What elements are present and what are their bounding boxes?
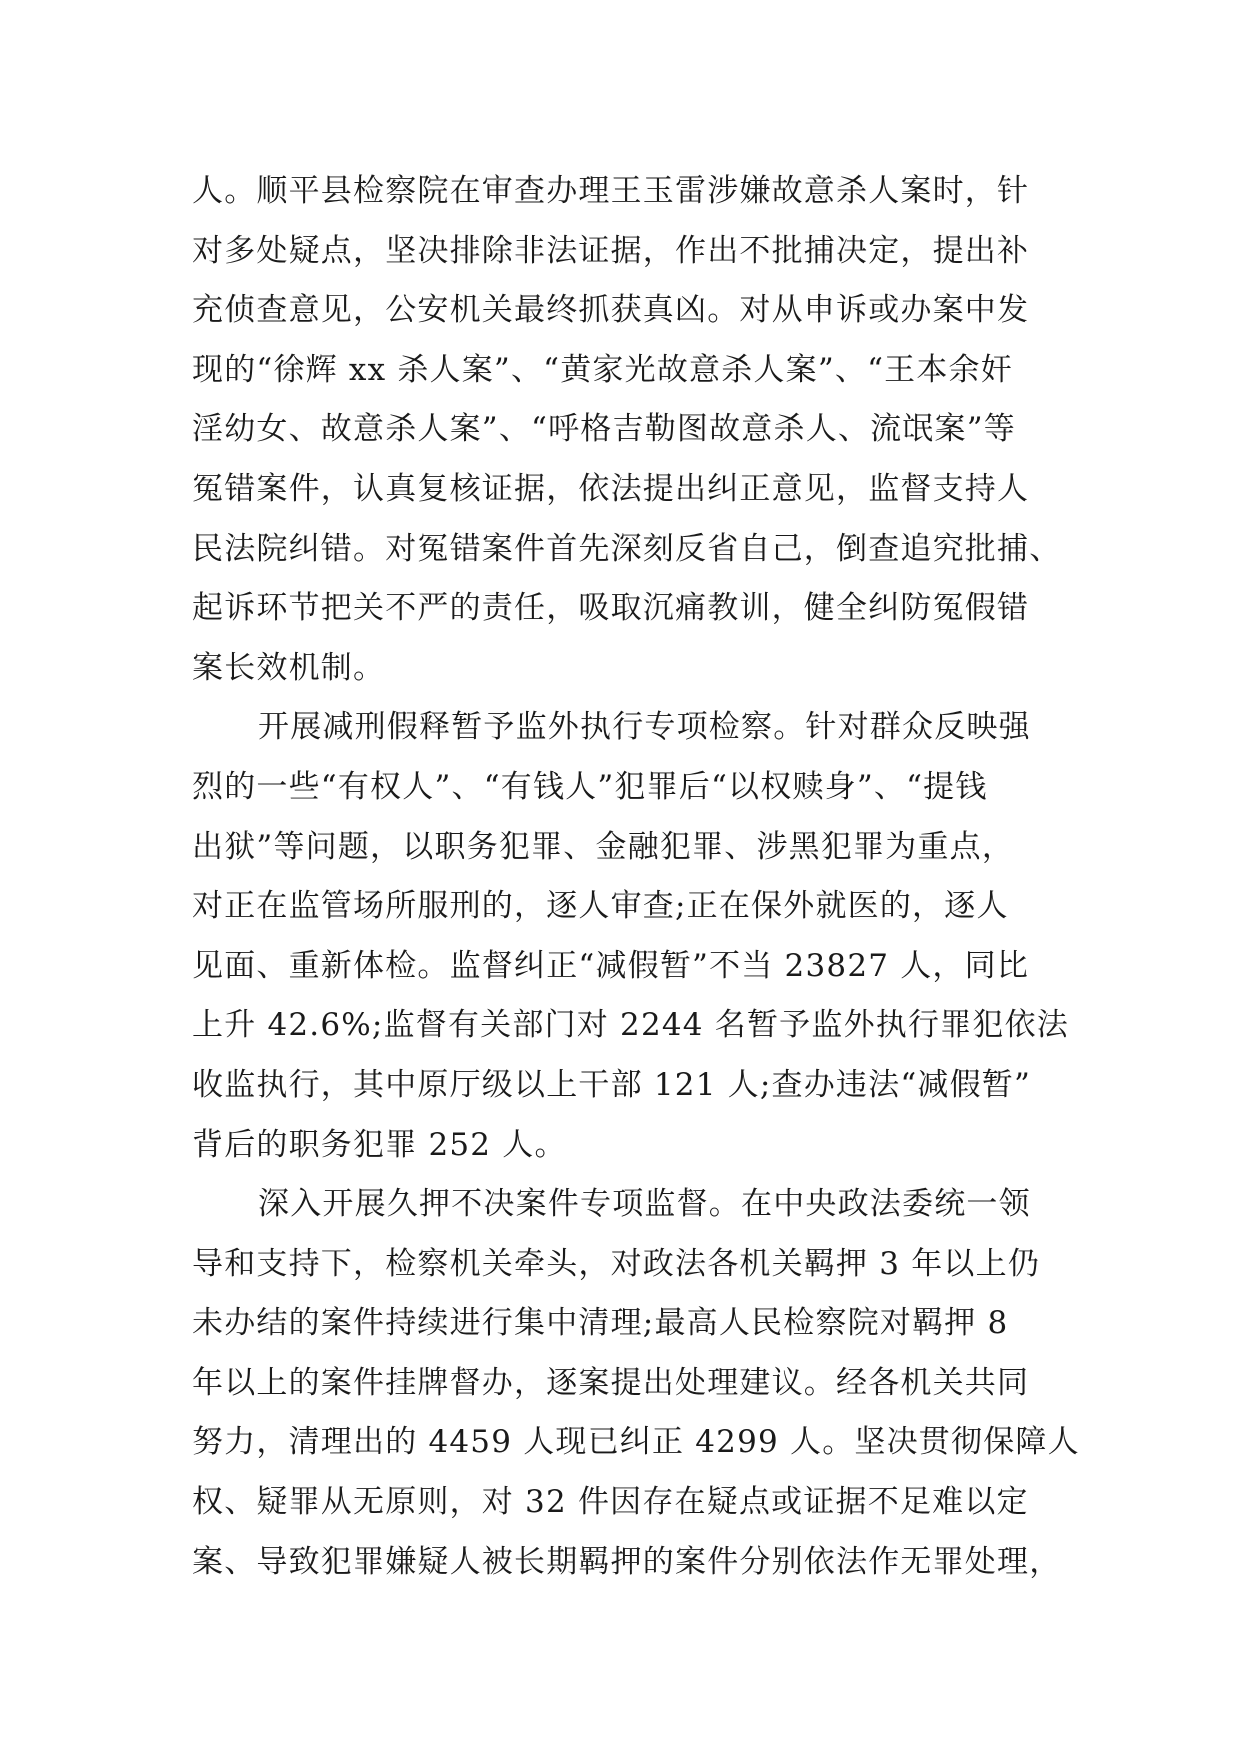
text-line: 努力，清理出的 4459 人现已纠正 4299 人。坚决贯彻保障人	[192, 1424, 1080, 1461]
text-line: 背后的职务犯罪 252 人。	[192, 1126, 567, 1163]
document-body	[192, 162, 1080, 1592]
paragraph-case-review	[192, 162, 1062, 698]
text-line: 对正在监管场所服刑的，逐人审查;正在保外就医的，逐人	[192, 888, 1009, 925]
text-line: 年以上的案件挂牌督办，逐案提出处理建议。经各机关共同	[192, 1364, 1030, 1401]
text-line: 见面、重新体检。监督纠正“减假暂”不当 23827 人，同比	[192, 947, 1030, 984]
text-line: 出狱”等问题，以职务犯罪、金融犯罪、涉黑犯罪为重点，	[192, 828, 1015, 865]
paragraph-sentence-reduction-inspection	[192, 698, 1069, 1175]
text-line: 人。顺平县检察院在审查办理王玉雷涉嫌故意杀人案时，针	[192, 173, 1030, 209]
text-line: 冤错案件，认真复核证据，依法提出纠正意见，监督支持人	[192, 470, 1030, 507]
text-line: 上升 42.6%;监督有关部门对 2244 名暂予监外执行罪犯依法	[192, 1007, 1069, 1044]
text-line: 烈的一些“有权人”、“有钱人”犯罪后“以权赎身”、“提钱	[192, 768, 988, 805]
text-line: 民法院纠错。对冤错案件首先深刻反省自己，倒查追究批捕、	[192, 530, 1062, 567]
text-line: 现的“徐辉 xx 杀人案”、“黄家光故意杀人案”、“王本余奸	[192, 351, 1013, 388]
text-line: 案长效机制。	[192, 649, 386, 686]
text-line: 深入开展久押不决案件专项监督。在中央政法委统一领	[258, 1186, 1031, 1223]
text-line: 淫幼女、故意杀人案”、“呼格吉勒图故意杀人、流氓案”等	[192, 411, 1016, 448]
text-line: 起诉环节把关不严的责任，吸取沉痛教训，健全纠防冤假错	[192, 590, 1030, 627]
text-line: 案、导致犯罪嫌疑人被长期羁押的案件分别依法作无罪处理，	[192, 1543, 1062, 1580]
text-line: 未办结的案件持续进行集中清理;最高人民检察院对羁押 8	[192, 1305, 1009, 1342]
text-line: 导和支持下，检察机关牵头，对政法各机关羁押 3 年以上仍	[192, 1245, 1041, 1282]
paragraph-prolonged-detention-supervision	[192, 1175, 1080, 1592]
text-line: 权、疑罪从无原则，对 32 件因存在疑点或证据不足难以定	[192, 1484, 1029, 1521]
text-line: 充侦查意见，公安机关最终抓获真凶。对从申诉或办案中发	[192, 292, 1030, 329]
text-line: 收监执行，其中原厅级以上干部 121 人;查办违法“减假暂”	[192, 1066, 1032, 1103]
text-line: 开展减刑假释暂予监外执行专项检察。针对群众反映强	[258, 709, 1031, 746]
text-line: 对多处疑点，坚决排除非法证据，作出不批捕决定，提出补	[192, 232, 1030, 269]
